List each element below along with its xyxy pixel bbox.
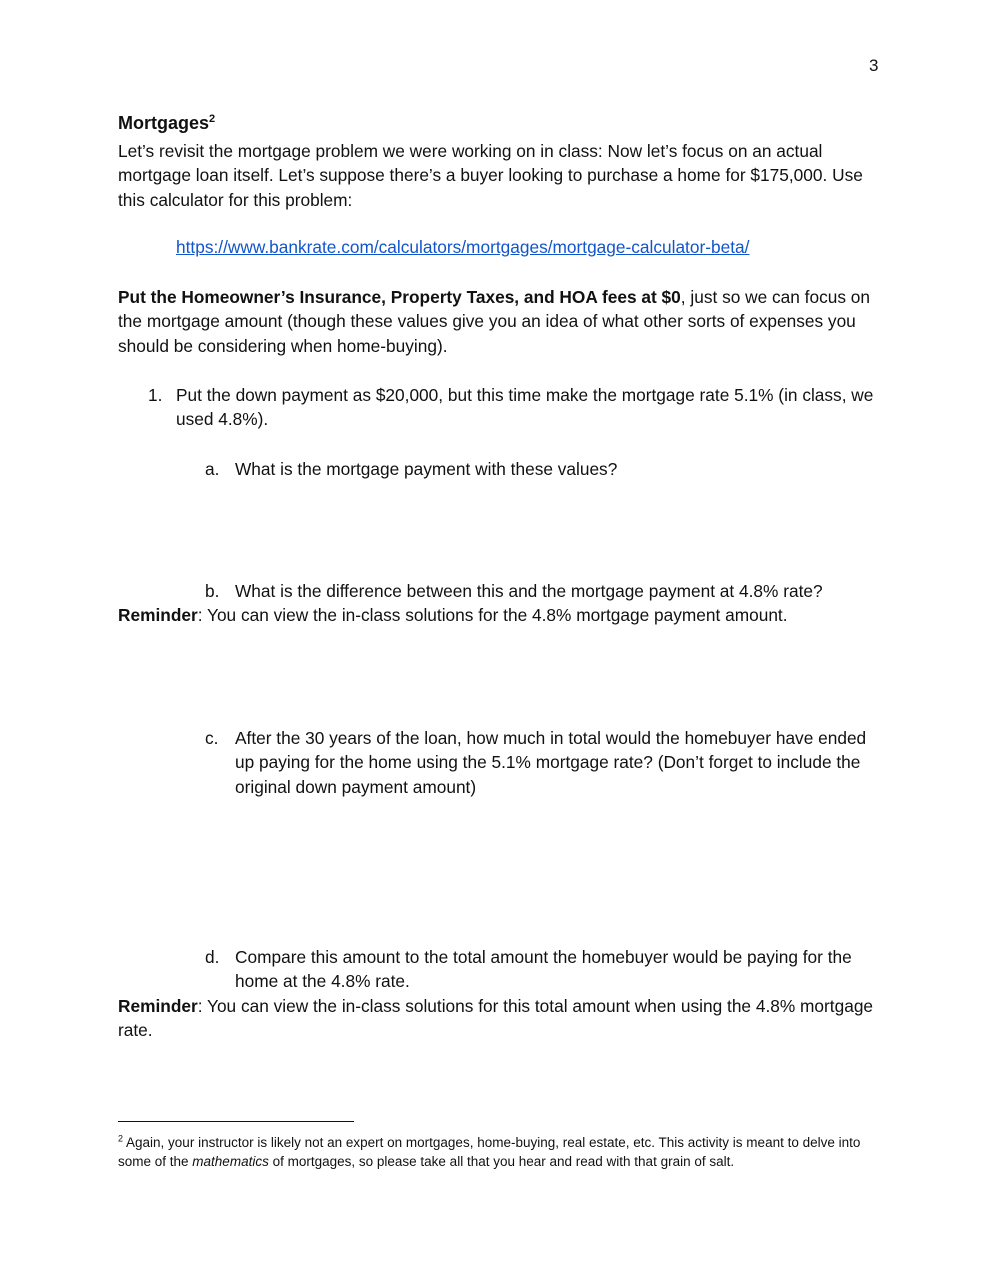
part-b-text: What is the difference between this and the mortgage payment at 4.8% rate? — [235, 581, 823, 601]
footnote-divider — [118, 1121, 354, 1122]
reminder-b — [118, 603, 888, 627]
footnote — [118, 1133, 888, 1171]
footnote-number: 2 — [118, 1133, 124, 1144]
question-1-number: 1. — [148, 385, 163, 405]
instruction-rest: , just so we can focus on the mortgage amount (though these values give you an idea of what other sorts of expenses you should be considering when home-buying). — [118, 287, 871, 356]
reminder-d-label: Reminder — [118, 996, 198, 1016]
reminder-b-text: : You can view the in-class solutions for the 4.8% mortgage payment amount. — [197, 605, 788, 625]
part-c-label: c. — [205, 728, 219, 748]
reminder-d-text: : You can view the in-class solutions for this total amount when using the 4.8% mortgage rate. — [118, 996, 874, 1041]
part-d-text: Compare this amount to the total amount the homebuyer would be paying for the home at the 4.8% rate. — [235, 947, 852, 992]
calculator-link[interactable]: https://www.bankrate.com/calculators/mortgages/mortgage-calculator-beta/ — [176, 237, 750, 257]
footnote-text-before: Again, your instructor is likely not an expert on mortgages, home-buying, real estate, etc. This activity is meant to delve into some of the — [118, 1135, 861, 1169]
heading-title: Mortgages — [118, 113, 210, 133]
footnote-marker[interactable]: 2 — [209, 113, 216, 125]
question-1-text: Put the down payment as $20,000, but this time make the mortgage rate 5.1% (in class, we used 4.8%). — [176, 385, 874, 430]
instruction-paragraph — [118, 285, 888, 358]
reminder-b-label: Reminder — [118, 605, 198, 625]
part-b-label: b. — [205, 581, 220, 601]
intro-paragraph: Let’s revisit the mortgage problem we were working on in class: Now let’s focus on an actual mortgage loan itself. Let’s suppose there’s a buyer looking to purchase a home for $175,000. Use this calculator for this problem: — [118, 141, 863, 210]
instruction-bold: Put the Homeowner’s Insurance, Property Taxes, and HOA fees at $0 — [118, 287, 681, 307]
page-number: 3 — [869, 56, 879, 75]
part-d-label: d. — [205, 947, 220, 967]
section-heading — [118, 113, 215, 134]
calculator-link-line — [176, 235, 749, 259]
part-a-label: a. — [205, 459, 220, 479]
reminder-d — [118, 994, 888, 1043]
footnote-emphasis: mathematics — [192, 1154, 269, 1169]
part-c-text: After the 30 years of the loan, how much in total would the homebuyer have ended up paying for the home using the 5.1% mortgage rate? (Don’t forget to include the original down payment amount) — [235, 728, 867, 797]
footnote-text-after: of mortgages, so please take all that you hear and read with that grain of salt. — [268, 1154, 735, 1169]
part-a-text: What is the mortgage payment with these values? — [235, 459, 618, 479]
